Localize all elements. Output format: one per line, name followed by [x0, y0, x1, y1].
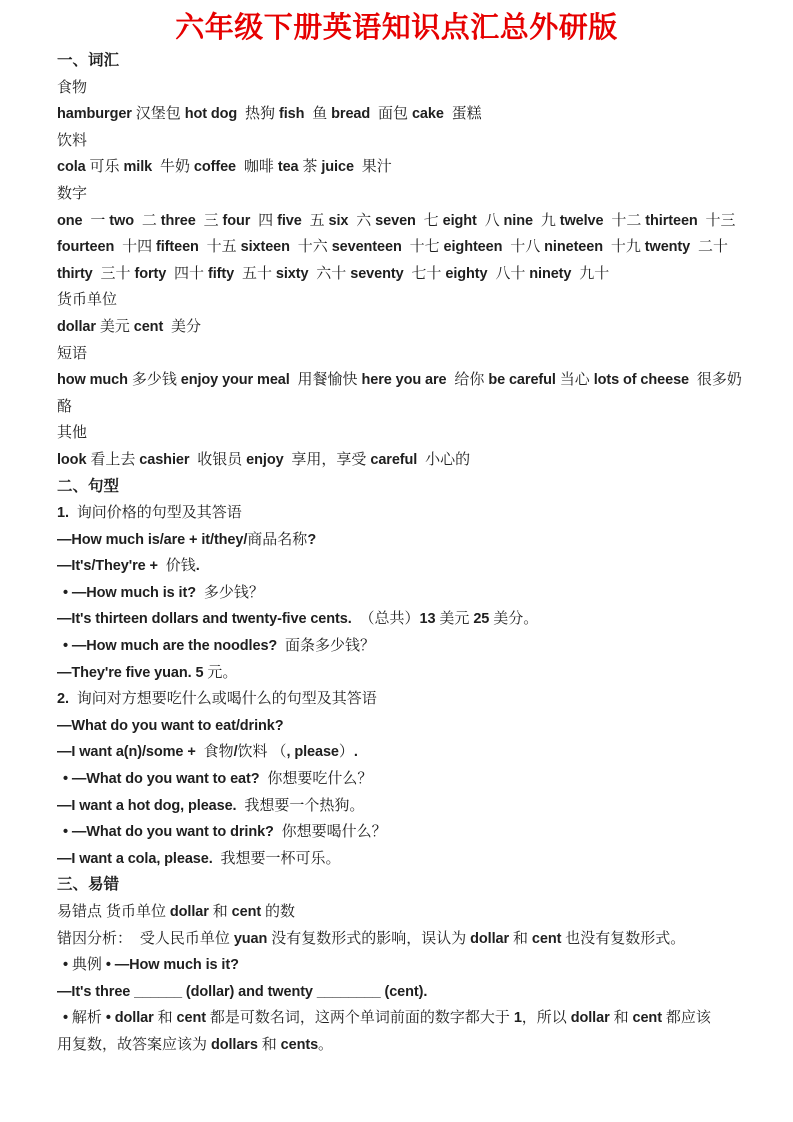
text-line: —It's thirteen dollars and twenty-five cents. （总共）13 美元 25 美分。	[57, 610, 539, 628]
text-line: —How much is/are + it/they/商品名称?	[57, 530, 317, 548]
text-line: 1. 询问价格的句型及其答语	[57, 504, 242, 522]
text-line: cola 可乐 milk 牛奶 coffee 咖啡 tea 茶 juice 果汁	[57, 158, 392, 176]
text-line: 饮料	[57, 131, 88, 149]
text-line: how much 多少钱 enjoy your meal 用餐愉快 here you are 给你 be careful 当心 lots of cheese 很多奶	[57, 371, 742, 389]
text-line: 其他	[57, 424, 88, 442]
text-line: 短语	[57, 344, 88, 362]
section-heading: 三、易错	[57, 876, 120, 894]
text-line: dollar 美元 cent 美分	[57, 317, 202, 335]
text-line: —What do you want to eat/drink?	[57, 717, 284, 734]
text-line: look 看上去 cashier 收银员 enjoy 享用，享受 careful 小心的	[57, 450, 471, 468]
document-body	[0, 47, 793, 1059]
text-line: —I want a(n)/some + 食物/饮料 （, please）.	[57, 743, 358, 761]
text-line: • —What do you want to drink? 你想要喝什么？	[63, 823, 387, 841]
text-line: one 一 two 二 three 三 four 四 five 五 six 六 seven 七 eight 八 nine 九 twelve 十二 thirteen 十三	[57, 211, 736, 229]
section-heading: 一、词汇	[57, 52, 120, 69]
text-line: —I want a hot dog, please. 我想要一个热狗。	[57, 796, 365, 814]
text-line: —I want a cola, please. 我想要一杯可乐。	[57, 849, 341, 867]
page-title: 六年级下册英语知识点汇总外研版	[175, 12, 618, 44]
text-line: hamburger 汉堡包 hot dog 热狗 fish 鱼 bread 面包 cake 蛋糕	[57, 105, 482, 123]
text-line: 易错点 货币单位 dollar 和 cent 的数	[57, 903, 296, 920]
text-line: 货币单位	[57, 291, 118, 309]
text-line: • —How much is it? 多少钱？	[63, 583, 264, 601]
text-line: 用复数，故答案应该为 dollars 和 cents。	[57, 1035, 334, 1053]
text-line: • 解析 • dollar 和 cent 都是可数名词，这两个单词前面的数字都大于 1，所以 dollar 和 cent 都应该	[63, 1009, 711, 1027]
text-line: 错因分析： 受人民币单位 yuan 没有复数形式的影响，误认为 dollar 和 cent 也没有复数形式。	[57, 929, 686, 947]
text-line: —It's three ______ (dollar) and twenty ________ (cent).	[57, 983, 428, 1000]
text-line: 食物	[57, 78, 88, 96]
text-line: 酪	[57, 397, 73, 415]
text-line: 2. 询问对方想要吃什么或喝什么的句型及其答语	[57, 690, 377, 708]
text-line: fourteen 十四 fifteen 十五 sixteen 十六 seventeen 十七 eighteen 十八 nineteen 十九 twenty 二十	[57, 238, 728, 256]
text-line: • —How much are the noodles? 面条多少钱？	[63, 637, 376, 655]
text-line: 数字	[57, 184, 88, 202]
text-line: • —What do you want to eat? 你想要吃什么？	[63, 770, 373, 788]
text-line: —They're five yuan. 5 元。	[57, 663, 238, 681]
text-line: thirty 三十 forty 四十 fifty 五十 sixty 六十 seventy 七十 eighty 八十 ninety 九十	[57, 264, 610, 282]
text-line: • 典例 • —How much is it?	[63, 956, 239, 974]
section-heading: 二、句型	[57, 477, 120, 495]
text-line: —It's/They're + 价钱.	[57, 557, 200, 575]
